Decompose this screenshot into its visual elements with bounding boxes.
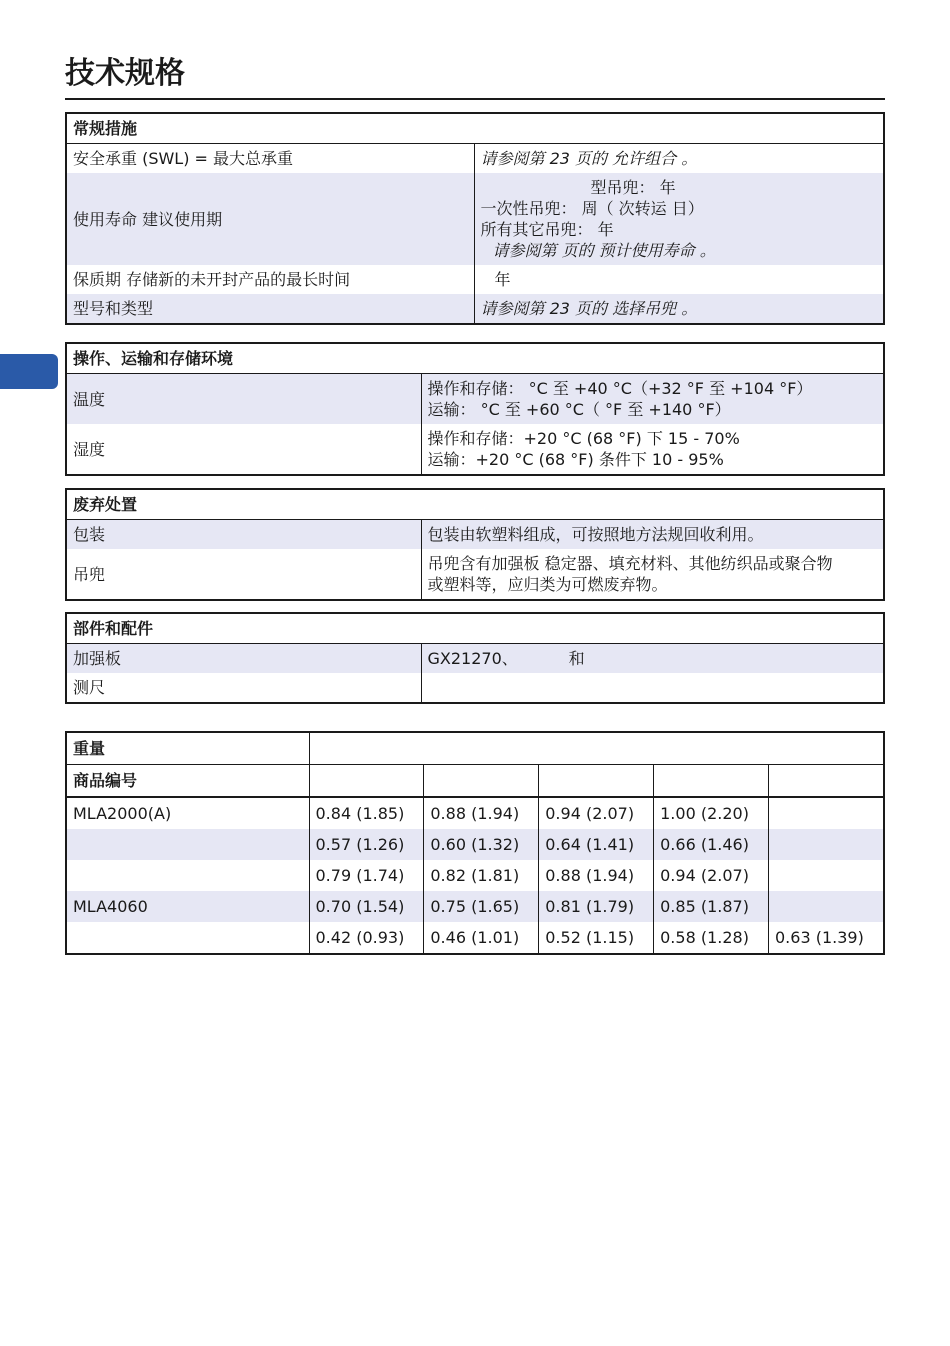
humidity-label: 湿度 [66, 424, 421, 475]
weight-cell: 0.52 (1.15) [539, 922, 654, 954]
lifetime-line: 请参阅第 页的 预计使用寿命 。 [492, 241, 716, 260]
model-type-value-text: 请参阅第 23 页的 选择吊兜 。 [480, 299, 698, 318]
weight-cell: 1.00 (2.20) [654, 797, 769, 829]
weight-header: 重量 [66, 732, 309, 765]
swl-label: 安全承重 (SWL) = 最大总承重 [66, 144, 474, 174]
size-header [309, 765, 424, 798]
weight-cell: 0.75 (1.65) [424, 891, 539, 922]
lifetime-value [474, 173, 884, 265]
weight-cell: 0.42 (0.93) [309, 922, 424, 954]
parts-header: 部件和配件 [66, 613, 884, 644]
weight-cell [769, 891, 885, 922]
table-row [66, 520, 884, 550]
weight-cell: 0.58 (1.28) [654, 922, 769, 954]
size-header [539, 765, 654, 798]
weight-cell: 0.88 (1.94) [539, 860, 654, 891]
weight-cell: 0.88 (1.94) [424, 797, 539, 829]
humidity-value [421, 424, 884, 475]
temperature-line: 运输： °C 至 +60 °C（ °F 至 +140 °F） [427, 400, 731, 419]
stiffener-value: GX21270、 和 [421, 644, 884, 674]
table-row [66, 265, 884, 294]
table-row [66, 549, 884, 600]
table-row [66, 922, 884, 954]
weight-cell: 0.57 (1.26) [309, 829, 424, 860]
humidity-line: 运输：+20 °C (68 °F) 条件下 10 - 95% [427, 450, 724, 469]
weight-header-spacer [309, 732, 884, 765]
disposal-header: 废弃处置 [66, 489, 884, 520]
weight-cell: 0.85 (1.87) [654, 891, 769, 922]
general-header: 常规措施 [66, 113, 884, 144]
table-row [66, 424, 884, 475]
weight-cell: 0.81 (1.79) [539, 891, 654, 922]
weight-cell [769, 860, 885, 891]
product-cell [66, 922, 309, 954]
shelf-life-label: 保质期 存储新的未开封产品的最长时间 [66, 265, 474, 294]
sling-label: 吊兜 [66, 549, 421, 600]
product-cell: MLA4060 [66, 891, 309, 922]
product-cell [66, 829, 309, 860]
weight-cell: 0.82 (1.81) [424, 860, 539, 891]
weight-cell: 0.70 (1.54) [309, 891, 424, 922]
table-row [66, 797, 884, 829]
table-row [66, 173, 884, 265]
weight-cell: 0.60 (1.32) [424, 829, 539, 860]
humidity-line: 操作和存储：+20 °C (68 °F) 下 15 - 70% [427, 429, 740, 448]
weight-cell: 0.64 (1.41) [539, 829, 654, 860]
shelf-life-value: 年 [474, 265, 884, 294]
sling-line: 吊兜含有加强板 稳定器、填充材料、其他纺织品或聚合物 [427, 554, 833, 573]
packaging-value: 包装由软塑料组成，可按照地方法规回收利用。 [421, 520, 884, 550]
table-row [66, 829, 884, 860]
size-header [654, 765, 769, 798]
weight-cell: 0.94 (2.07) [654, 860, 769, 891]
weight-cell: 0.94 (2.07) [539, 797, 654, 829]
table-row [66, 144, 884, 174]
size-header [424, 765, 539, 798]
table-row [66, 374, 884, 425]
table-row [66, 294, 884, 324]
product-cell: MLA2000(A) [66, 797, 309, 829]
table-row [66, 644, 884, 674]
sling-line: 或塑料等，应归类为可燃废弃物。 [427, 575, 668, 594]
model-type-label: 型号和类型 [66, 294, 474, 324]
table-row [66, 860, 884, 891]
lifetime-line: 型吊兜： 年 [590, 178, 676, 197]
disposal-table [65, 488, 885, 601]
size-header [769, 765, 885, 798]
weight-table [65, 731, 885, 955]
stiffener-label: 加强板 [66, 644, 421, 674]
sling-value [421, 549, 884, 600]
weight-cell: 0.63 (1.39) [769, 922, 885, 954]
lifetime-line: 一次性吊兜： 周（ 次转运 日） [480, 199, 704, 218]
weight-cell [769, 829, 885, 860]
packaging-label: 包装 [66, 520, 421, 550]
weight-cell: 0.46 (1.01) [424, 922, 539, 954]
weight-cell: 0.79 (1.74) [309, 860, 424, 891]
lifetime-label: 使用寿命 建议使用期 [66, 173, 474, 265]
measuring-tape-value [421, 673, 884, 703]
title-rule [65, 98, 885, 100]
table-row [66, 891, 884, 922]
weight-cell: 0.84 (1.85) [309, 797, 424, 829]
temperature-value [421, 374, 884, 425]
temperature-label: 温度 [66, 374, 421, 425]
section-side-tab [0, 354, 58, 389]
lifetime-line: 所有其它吊兜： 年 [480, 220, 614, 239]
product-number-header: 商品编号 [66, 765, 309, 798]
product-cell [66, 860, 309, 891]
parts-table [65, 612, 885, 704]
measuring-tape-label: 测尺 [66, 673, 421, 703]
temperature-line: 操作和存储： °C 至 +40 °C（+32 °F 至 +104 °F） [427, 379, 813, 398]
weight-cell: 0.66 (1.46) [654, 829, 769, 860]
swl-value [474, 144, 884, 174]
swl-value-text: 请参阅第 23 页的 允许组合 。 [480, 149, 698, 168]
general-table [65, 112, 885, 325]
environment-header: 操作、运输和存储环境 [66, 343, 884, 374]
environment-table [65, 342, 885, 476]
table-row [66, 673, 884, 703]
page-title: 技术规格 [65, 56, 185, 91]
model-type-value [474, 294, 884, 324]
weight-cell [769, 797, 885, 829]
